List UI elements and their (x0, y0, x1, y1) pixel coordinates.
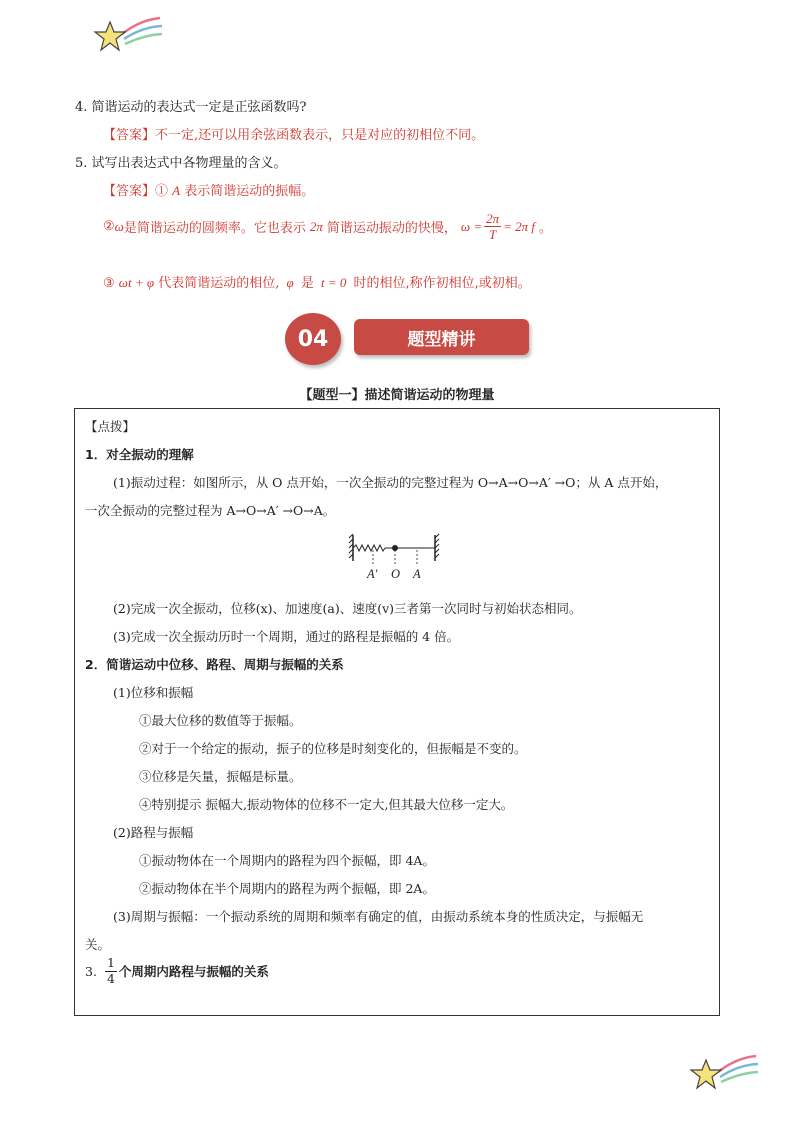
paragraph-period-amplitude-a: (3)周期与振幅：一个振动系统的周期和频率有确定的值，由振动系统本身的性质决定，与振幅无 (113, 909, 644, 924)
tip-label: 【点拨】 (85, 419, 136, 434)
list-item: ②对于一个给定的振动，振子的位移是时刻变化的，但振幅是不变的。 (139, 741, 527, 756)
question-5: 5. 试写出表达式中各物理量的含义。 (75, 156, 287, 171)
paragraph-3: (3)完成一次全振动历时一个周期，通过的路程是振幅的 4 倍。 (113, 629, 460, 644)
paragraph-period-amplitude-b: 关。 (85, 937, 111, 952)
list-item: ②振动物体在半个周期内的路程为两个振幅，即 2A。 (139, 881, 435, 896)
question-type-title: 【题型一】描述简谐运动的物理量 (299, 388, 495, 403)
star-decoration-top-icon (92, 14, 164, 58)
heading-2: 2．简谐运动中位移、路程、周期与振幅的关系 (85, 657, 344, 672)
tip-box (74, 408, 720, 1016)
figure-label-a: A (413, 567, 421, 581)
list-item: ①最大位移的数值等于振幅。 (139, 713, 302, 728)
answer-4: 【答案】不一定,还可以用余弦函数表示，只是对应的初相位不同。 (103, 128, 485, 143)
section-title-banner: 题型精讲 (354, 319, 529, 355)
figure-label-o: O (391, 567, 401, 581)
subheading-1: (1)位移和振幅 (113, 685, 194, 700)
list-item: ①振动物体在一个周期内的路程为四个振幅，即 4A。 (139, 853, 435, 868)
subheading-2: (2)路程与振幅 (113, 825, 194, 840)
paragraph-1b: 一次全振动的完整过程为 A→O→A′ →O→A。 (85, 503, 336, 518)
answer-5-item-1: 【答案】① A 表示简谐运动的振幅。 (103, 183, 315, 199)
question-4: 4. 简谐运动的表达式一定是正弦函数吗? (75, 100, 307, 115)
paragraph-1a: (1)振动过程：如图所示，从 O 点开始，一次全振动的完整过程为 O→A→O→A′ →O；从 A 点开始， (113, 475, 668, 490)
heading-1: 1．对全振动的理解 (85, 447, 194, 462)
list-item: ③位移是矢量，振幅是标量。 (139, 769, 302, 784)
star-decoration-bottom-icon (688, 1052, 760, 1096)
figure-label-a-prime: A′ (367, 567, 378, 581)
list-item: ④特别提示 振幅大,振动物体的位移不一定大,但其最大位移一定大。 (139, 797, 514, 812)
answer-5-item-3: ③ ωt + φ 代表简谐运动的相位, φ 是 t = 0 时的相位,称作初相位,或初相。 (103, 275, 531, 291)
omega-fraction: $\frac{2\pi}{T}$ (486, 211, 500, 242)
quarter-fraction: $\frac{1}{4}$ (106, 955, 115, 986)
answer-5-item-2: ② ω 是简谐运动的圆频率。它也表示 2π 简谐运动振动的快慢， ω = $\frac{2\pi}{T}$ = 2π f 。 (103, 211, 553, 242)
heading-3: 3. $\frac{1}{4}$ 个周期内路程与振幅的关系 (85, 955, 269, 986)
paragraph-2: (2)完成一次全振动，位移(x)、加速度(a)、速度(v)三者第一次同时与初始状态相同。 (113, 601, 582, 616)
section-number-badge: 04 (285, 313, 341, 365)
